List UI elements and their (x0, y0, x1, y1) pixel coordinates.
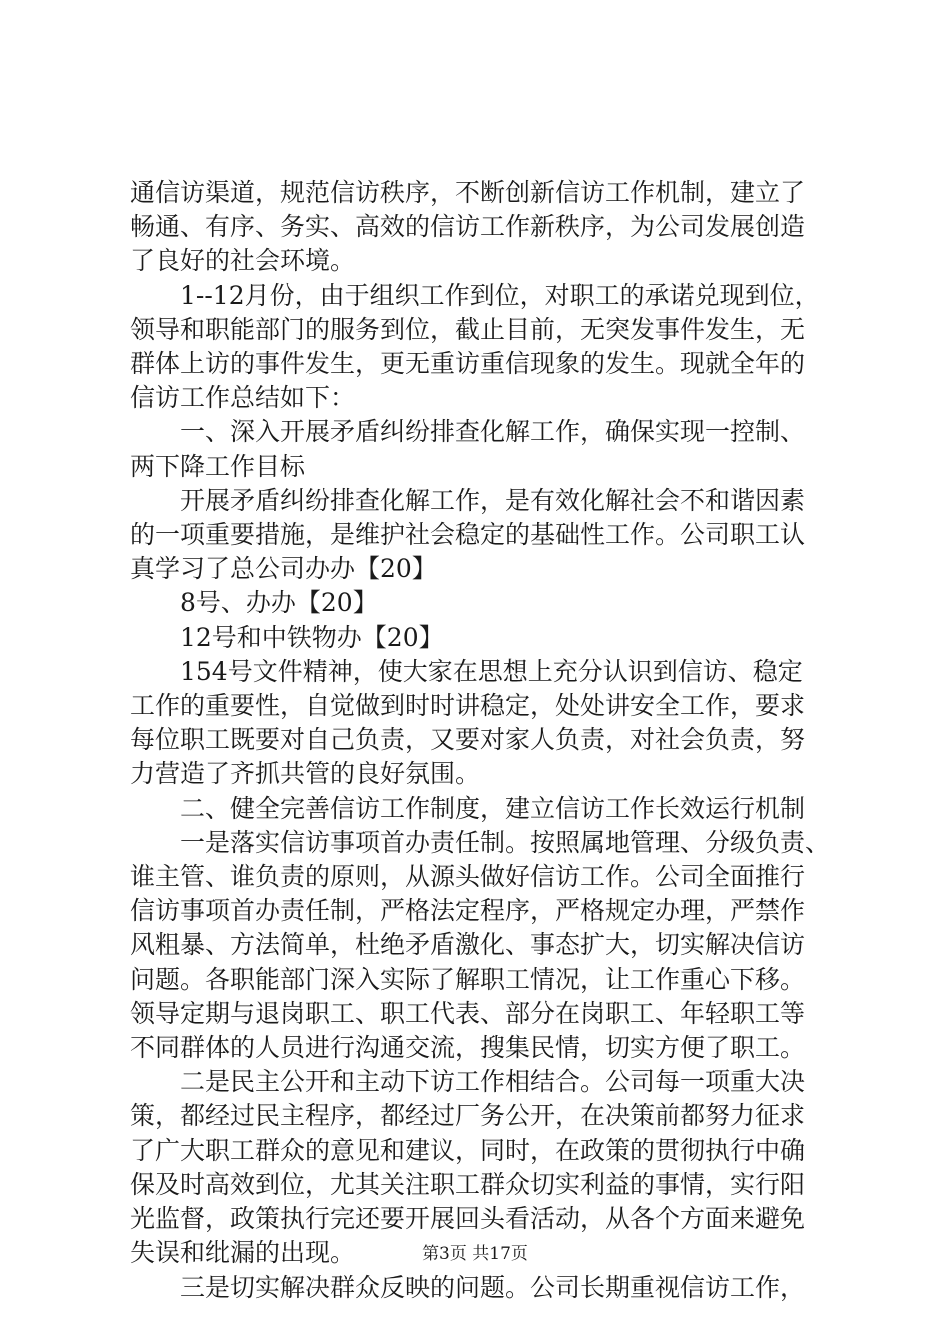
text-line: 信访事项首办责任制，严格法定程序，严格规定办理，严禁作 (130, 896, 806, 926)
text-line: 领导定期与退岗职工、职工代表、部分在岗职工、年轻职工等 (130, 998, 806, 1028)
text-line: 通信访渠道，规范信访秩序，不断创新信访工作机制，建立了 (130, 178, 806, 207)
text-line: 风粗暴、方法简单，杜绝矛盾激化、事态扩大，切实解决信访 (130, 930, 806, 960)
section-heading: 一、深入开展矛盾纠纷排查化解工作，确保实现一控制、 (180, 417, 806, 447)
text-line: 光监督，政策执行完还要开展回头看活动，从各个方面来避免 (130, 1204, 806, 1234)
text-line: 信访工作总结如下： (130, 383, 356, 413)
text-line: 工作的重要性，自觉做到时时讲稳定，处处讲安全工作，要求 (130, 691, 806, 721)
text-line: 8号、办办【20】 (180, 588, 378, 618)
text-line: 领导和职能部门的服务到位，截止目前，无突发事件发生，无 (130, 314, 806, 344)
text-line: 力营造了齐抓共管的良好氛围。 (130, 759, 481, 789)
text-line: 谁主管、谁负责的原则，从源头做好信访工作。公司全面推行 (130, 862, 806, 892)
document-body (130, 176, 830, 1305)
text-line: 1--12月份，由于组织工作到位，对职工的承诺兑现到位， (180, 280, 820, 310)
text-line: 12号和中铁物办【20】 (180, 622, 444, 652)
text-line: 154号文件精神，使大家在思想上充分认识到信访、稳定 (180, 656, 803, 686)
text-line: 问题。各职能部门深入实际了解职工情况，让工作重心下移。 (130, 964, 806, 994)
text-line: 真学习了总公司办办【20】 (130, 554, 437, 584)
text-line: 了广大职工群众的意见和建议，同时，在政策的贯彻执行中确 (130, 1135, 806, 1165)
text-line: 每位职工既要对自己负责，又要对家人负责，对社会负责，努 (130, 725, 806, 755)
text-line: 二是民主公开和主动下访工作相结合。公司每一项重大决 (180, 1067, 806, 1097)
section-heading: 二、健全完善信访工作制度，建立信访工作长效运行机制 (180, 793, 806, 823)
text-line: 畅通、有序、务实、高效的信访工作新秩序，为公司发展创造 (130, 212, 806, 242)
text-line: 三是切实解决群众反映的问题。公司长期重视信访工作， (180, 1272, 806, 1302)
text-line: 一是落实信访事项首办责任制。按照属地管理、分级负责、 (180, 827, 830, 857)
page-number-footer: 第3页 共17页 (422, 1244, 528, 1264)
section-heading-continued: 两下降工作目标 (130, 451, 306, 481)
text-line: 了良好的社会环境。 (130, 246, 356, 276)
text-line: 策，都经过民主程序，都经过厂务公开，在决策前都努力征求 (130, 1101, 806, 1131)
text-line: 的一项重要措施，是维护社会稳定的基础性工作。公司职工认 (130, 520, 806, 550)
text-line: 不同群体的人员进行沟通交流，搜集民情，切实方便了职工。 (130, 1033, 806, 1063)
text-line: 群体上访的事件发生，更无重访重信现象的发生。现就全年的 (130, 349, 806, 379)
text-line: 保及时高效到位，尤其关注职工群众切实利益的事情，实行阳 (130, 1169, 806, 1199)
text-line: 失误和纰漏的出现。 (130, 1238, 356, 1268)
text-line: 开展矛盾纠纷排查化解工作，是有效化解社会不和谐因素 (180, 485, 806, 515)
